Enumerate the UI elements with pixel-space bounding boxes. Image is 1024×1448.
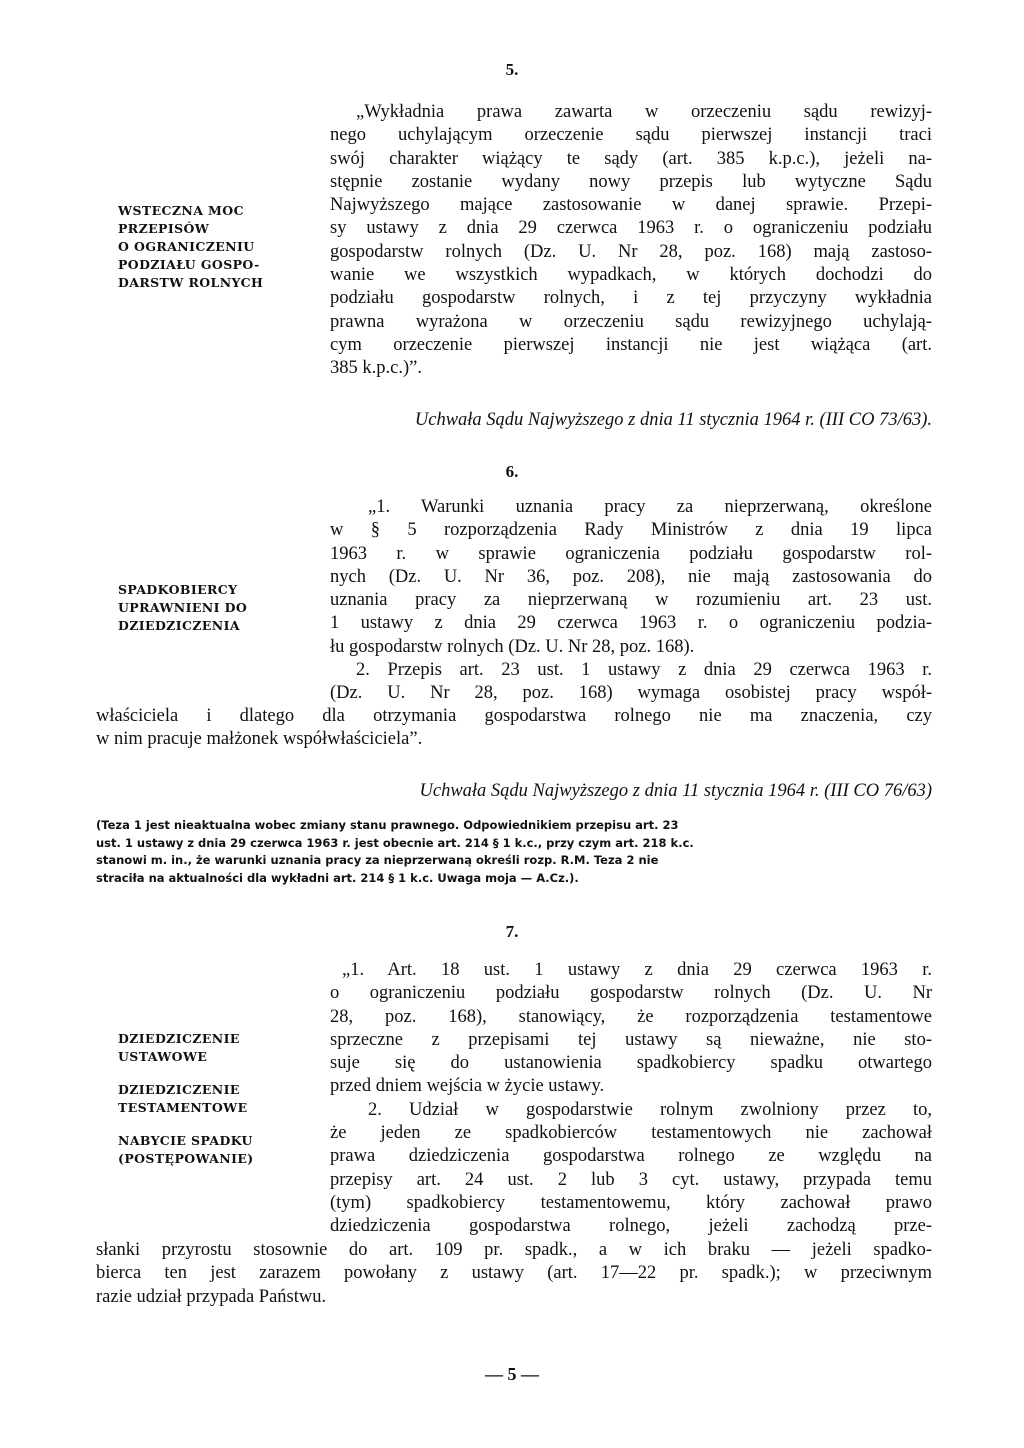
text-line: swój charakter wiążący te sądy (art. 385 k.p.c.), jeżeli na- <box>330 148 932 169</box>
text-line: uznania pracy za nieprzerwaną w rozumieniu art. 23 ust. <box>330 590 932 611</box>
text-line: słanki przyrostu stosownie do art. 109 pr. spadk., a w ich braku — jeżeli spadko- <box>96 1240 932 1260</box>
text-line: bierca ten jest zarazem powołany z ustawy (art. 17—22 pr. spadk.); w przeciwnym <box>96 1263 932 1284</box>
text-line: nych (Dz. U. Nr 36, poz. 208), nie mają zastosowania do <box>330 566 932 587</box>
side-heading: SPADKOBIERCY UPRAWNIENI DO DZIEDZICZENIA <box>118 582 248 633</box>
text-line: sprzeczne z przepisami tej ustawy są nieważne, nie sto- <box>330 1029 932 1050</box>
resolution-text-wide <box>96 1239 932 1309</box>
section-number: 7. <box>505 922 519 941</box>
text-line: suje się do ustanowienia spadkobiercy spadku otwartego <box>330 1053 932 1074</box>
text-line: 2. Udział w gospodarstwie rolnym zwolniony przez to, <box>368 1099 932 1120</box>
text-line: razie udział przypada Państwu. <box>96 1286 327 1307</box>
side-heading: WSTECZNA MOC PRZEPISÓW O OGRANICZENIU PODZIAŁU GOSPO- DARSTW ROLNYCH <box>118 203 264 290</box>
text-line: (Dz. U. Nr 28, poz. 168) wymaga osobistej pracy współ- <box>330 683 932 704</box>
text-line: sy ustawy z dnia 29 czerwca 1963 r. o ograniczeniu podziału <box>330 218 932 239</box>
page-number: — 5 — <box>485 1364 539 1384</box>
text-line: o ograniczeniu podziału gospodarstw rolnych (Dz. U. Nr <box>330 983 932 1004</box>
text-line: w nim pracuje małżonek współwłaściciela”. <box>96 729 423 750</box>
text-line: łu gospodarstw rolnych (Dz. U. Nr 28, poz. 168). <box>330 636 695 657</box>
text-line: właściciela i dlatego dla otrzymania gospodarstwa rolnego nie ma znaczenia, czy <box>96 706 932 726</box>
text-line: przed dniem wejścia w życie ustawy. <box>330 1076 605 1097</box>
text-line: że jeden ze spadkobierców testamentowych nie zachował <box>330 1123 932 1144</box>
text-line: podziału gospodarstw rolnych, i z tej przyczyny wykładnia <box>330 288 932 309</box>
text-line: wanie we wszystkich wypadkach, w których dochodzi do <box>330 265 932 286</box>
resolution-text <box>330 101 932 381</box>
text-line: gospodarstw rolnych (Dz. U. Nr 28, poz. 168) mają zastoso- <box>330 241 932 262</box>
text-line: 385 k.p.c.)”. <box>330 358 422 379</box>
side-heading: DZIEDZICZENIE TESTAMENTOWE <box>118 1082 248 1115</box>
text-line: nego uchylającym orzeczenie sądu pierwszej instancji traci <box>330 125 932 146</box>
citation: Uchwała Sądu Najwyższego z dnia 11 stycznia 1964 r. (III CO 73/63). <box>414 410 932 430</box>
section-number: 5. <box>505 60 519 79</box>
section-number: 6. <box>505 462 519 481</box>
text-line: przepisy art. 24 ust. 2 lub 3 cyt. ustawy, przypada temu <box>330 1169 932 1190</box>
text-line: 1 ustawy z dnia 29 czerwca 1963 r. o ograniczeniu podzia- <box>330 613 932 634</box>
text-line: (tym) spadkobiercy testamentowemu, który zachował prawo <box>330 1192 932 1213</box>
text-line: cym orzeczenie pierwszej instancji nie jest wiążąca (art. <box>330 334 932 355</box>
text-line: Najwyższego mające zastosowanie w danej sprawie. Przepi- <box>330 195 932 216</box>
text-line: „1. Warunki uznania pracy za nieprzerwaną, określone <box>368 497 932 517</box>
side-heading: DZIEDZICZENIE USTAWOWE <box>118 1031 240 1064</box>
resolution-text-wide <box>96 705 932 752</box>
side-heading: NABYCIE SPADKU (POSTĘPOWANIE) <box>118 1133 254 1166</box>
text-line: prawna wyrażona w orzeczeniu sądu rewizyjnego uchylają- <box>330 311 932 332</box>
text-line: 28, poz. 168), stanowiący, że rozporządzenia testamentowe <box>330 1006 932 1027</box>
text-line: 1963 r. w sprawie ograniczenia podziału gospodarstw rol- <box>330 543 932 564</box>
text-line: stępnie zostanie wydany nowy przepis lub wytyczne Sądu <box>330 171 932 192</box>
text-line: w § 5 rozporządzenia Rady Ministrów z dnia 19 lipca <box>330 520 932 541</box>
text-line: prawa dziedziczenia gospodarstwa rolnego ze względu na <box>330 1146 932 1167</box>
text-line: 2. Przepis art. 23 ust. 1 ustawy z dnia 29 czerwca 1963 r. <box>356 660 932 681</box>
editorial-note: (Teza 1 jest nieaktualna wobec zmiany stanu prawnego. Odpowiednikiem przepisu art. 23 ust. 1 ustawy z dnia 29 czerwca 1963 r. jest obecnie art. 214 § 1 k.c., przy czym art. 218 k.c. stanowi m. in., że warunki uznania pracy za nieprzerwaną określi rozp. R.M. Teza 2 nie straciła na aktualności dla wykładni art. 214 § 1 k.c. Uwaga moja — A.Cz.). <box>96 818 694 885</box>
text-line: dziedziczenia gospodarstwa rolnego, jeżeli zachodzą prze- <box>330 1216 932 1237</box>
text-line: „Wykładnia prawa zawarta w orzeczeniu sądu rewizyj- <box>356 102 932 122</box>
resolution-text <box>330 496 932 706</box>
resolution-text <box>330 959 932 1239</box>
citation: Uchwała Sądu Najwyższego z dnia 11 stycznia 1964 r. (III CO 76/63) <box>419 781 932 801</box>
text-line: „1. Art. 18 ust. 1 ustawy z dnia 29 czerwca 1963 r. <box>342 960 932 980</box>
